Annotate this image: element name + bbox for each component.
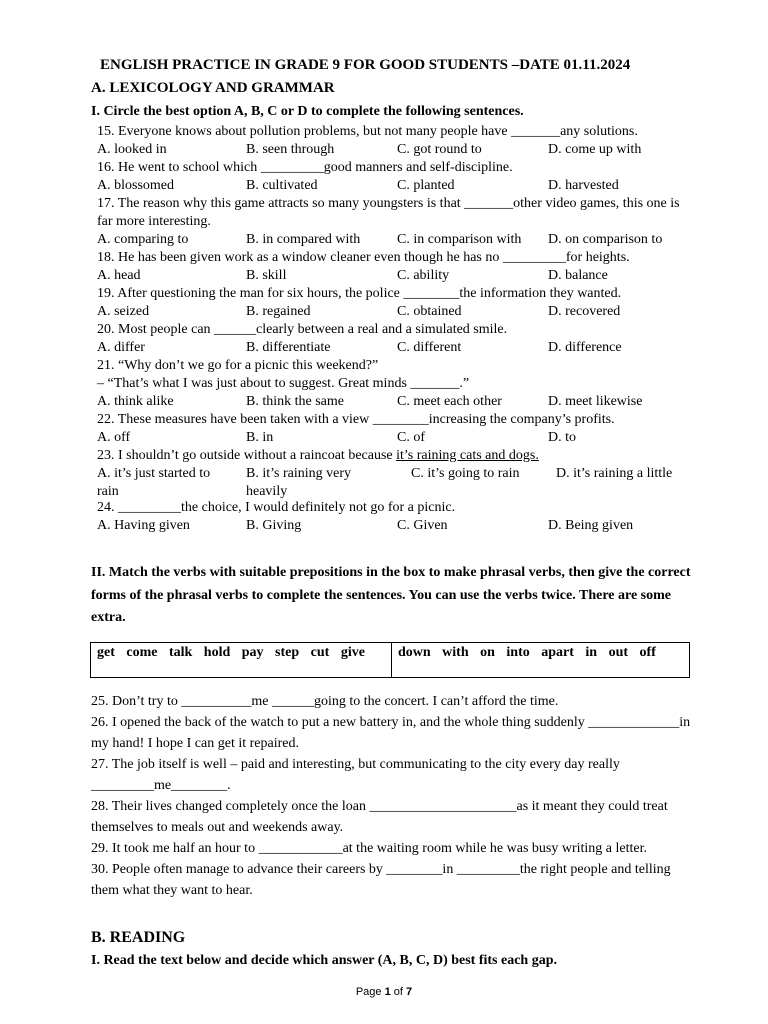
question-17: [97, 195, 697, 249]
option-b: B. in: [246, 430, 274, 445]
option-c: C. planted: [397, 178, 455, 193]
verbs-cell: get come talk hold pay step cut give: [91, 643, 392, 677]
option-c: C. ability: [397, 268, 450, 283]
page-footer: [0, 983, 768, 1001]
option-a: A. blossomed: [97, 178, 174, 193]
question-stem: 22. These measures have been taken with a view ________increasing the company’s profits.: [97, 412, 615, 427]
option-d: D. recovered: [548, 304, 621, 319]
option-a: A. it’s just started to rain: [97, 466, 211, 499]
option-b: B. in compared with: [246, 232, 361, 247]
option-c: C. meet each other: [397, 394, 502, 409]
option-d: D. balance: [548, 268, 608, 283]
option-c: C. in comparison with: [397, 232, 522, 247]
option-a: A. Having given: [97, 518, 190, 533]
phrasal-verb-exercise: [91, 691, 696, 901]
question-21: [97, 357, 697, 411]
option-b: B. skill: [246, 268, 287, 283]
option-d: D. harvested: [548, 178, 619, 193]
question-23: [97, 447, 697, 499]
section-b-heading: B. READING: [91, 929, 186, 946]
question-stem-text: 23. I shouldn’t go outside without a raincoat because: [97, 448, 397, 463]
option-a: A. seized: [97, 304, 150, 319]
option-a: A. differ: [97, 340, 145, 355]
option-b: B. seen through: [246, 142, 335, 157]
footer-page-label: Page: [355, 986, 385, 998]
question-stem: 17. The reason why this game attracts so many youngsters is that _______other video games, this one is far more interesting.: [97, 196, 680, 229]
word-box: [90, 642, 690, 678]
question-stem: 24. _________the choice, I would definitely not go for a picnic.: [97, 500, 456, 515]
question-20: [97, 321, 697, 357]
option-b: B. cultivated: [246, 178, 318, 193]
option-b: B. regained: [246, 304, 311, 319]
footer-current-page: 1: [384, 986, 391, 998]
question-16: [97, 159, 697, 195]
question-24: [97, 499, 697, 535]
option-d: D. meet likewise: [548, 394, 643, 409]
option-d: D. difference: [548, 340, 622, 355]
option-c: C. obtained: [397, 304, 462, 319]
multiple-choice-list: [97, 123, 697, 535]
question-stem: [97, 447, 697, 465]
document-title: ENGLISH PRACTICE IN GRADE 9 FOR GOOD STUDENTS –DATE 01.11.2024: [100, 57, 631, 73]
question-18: [97, 249, 697, 285]
option-c: C. of: [397, 430, 425, 445]
option-c: C. different: [397, 340, 462, 355]
option-c: C. got round to: [397, 142, 482, 157]
option-a: A. off: [97, 430, 131, 445]
footer-of-label: of: [390, 986, 407, 998]
option-c: C. it’s going to rain: [411, 466, 520, 481]
question-stem: 20. Most people can ______clearly between a real and a simulated smile.: [97, 322, 508, 337]
question-19: [97, 285, 697, 321]
option-d: D. to: [548, 430, 576, 445]
part1-instruction: I. Circle the best option A, B, C or D to complete the following sentences.: [91, 104, 524, 119]
question-stem: 18. He has been given work as a window cleaner even though he has no _________for heights.: [97, 250, 630, 265]
section-a-heading: A. LEXICOLOGY AND GRAMMAR: [91, 80, 335, 96]
exercise-item-26: 26. I opened the back of the watch to put a new battery in, and the whole thing suddenly _____________in my hand! I hope I can get it repaired.: [91, 715, 691, 751]
question-stem: 19. After questioning the man for six hours, the police ________the information they wanted.: [97, 286, 622, 301]
question-stem: 15. Everyone knows about pollution problems, but not many people have _______any solutions.: [97, 124, 638, 139]
footer-total-pages: 7: [406, 986, 413, 998]
underlined-phrase: it’s raining cats and dogs.: [396, 448, 539, 463]
option-b: B. differentiate: [246, 340, 331, 355]
question-stem: 21. “Why don’t we go for a picnic this weekend?”: [97, 358, 379, 373]
reading-instruction: I. Read the text below and decide which answer (A, B, C, D) best fits each gap.: [91, 953, 558, 968]
question-stem-reply: – “That’s what I was just about to suggest. Great minds _______.”: [97, 376, 470, 391]
option-d: D. on comparison to: [548, 232, 663, 247]
option-b: B. it’s raining very heavily: [246, 466, 351, 499]
option-c: C. Given: [397, 518, 448, 533]
part2-instruction: II. Match the verbs with suitable prepositions in the box to make phrasal verbs, then give the correct forms of the phrasal verbs to complete the sentences. You can use the verbs twice. There are some extra.: [91, 565, 691, 625]
prepositions-cell: down with on into apart in out off: [398, 645, 656, 660]
exercise-item-30: 30. People often manage to advance their careers by ________in _________the right people and telling them what they want to hear.: [91, 862, 671, 898]
option-a: A. looked in: [97, 142, 167, 157]
question-22: [97, 411, 697, 447]
exercise-item-28: 28. Their lives changed completely once the loan _____________________as it meant they could treat themselves to meals out and weekends away.: [91, 799, 668, 835]
question-stem: 16. He went to school which _________good manners and self-discipline.: [97, 160, 513, 175]
question-15: [97, 123, 697, 159]
option-d: D. come up with: [548, 142, 642, 157]
exercise-item-29: 29. It took me half an hour to ____________at the waiting room while he was busy writing a letter.: [91, 841, 648, 856]
option-b: B. think the same: [246, 394, 344, 409]
option-d: D. it’s raining a little: [556, 466, 673, 481]
option-b: B. Giving: [246, 518, 302, 533]
option-a: A. think alike: [97, 394, 174, 409]
exercise-item-27: 27. The job itself is well – paid and interesting, but communicating to the city every day really _________me________.: [91, 757, 620, 793]
option-a: A. head: [97, 268, 141, 283]
option-d: D. Being given: [548, 518, 634, 533]
exercise-item-25: 25. Don’t try to __________me ______going to the concert. I can’t afford the time.: [91, 694, 559, 709]
option-a: A. comparing to: [97, 232, 189, 247]
